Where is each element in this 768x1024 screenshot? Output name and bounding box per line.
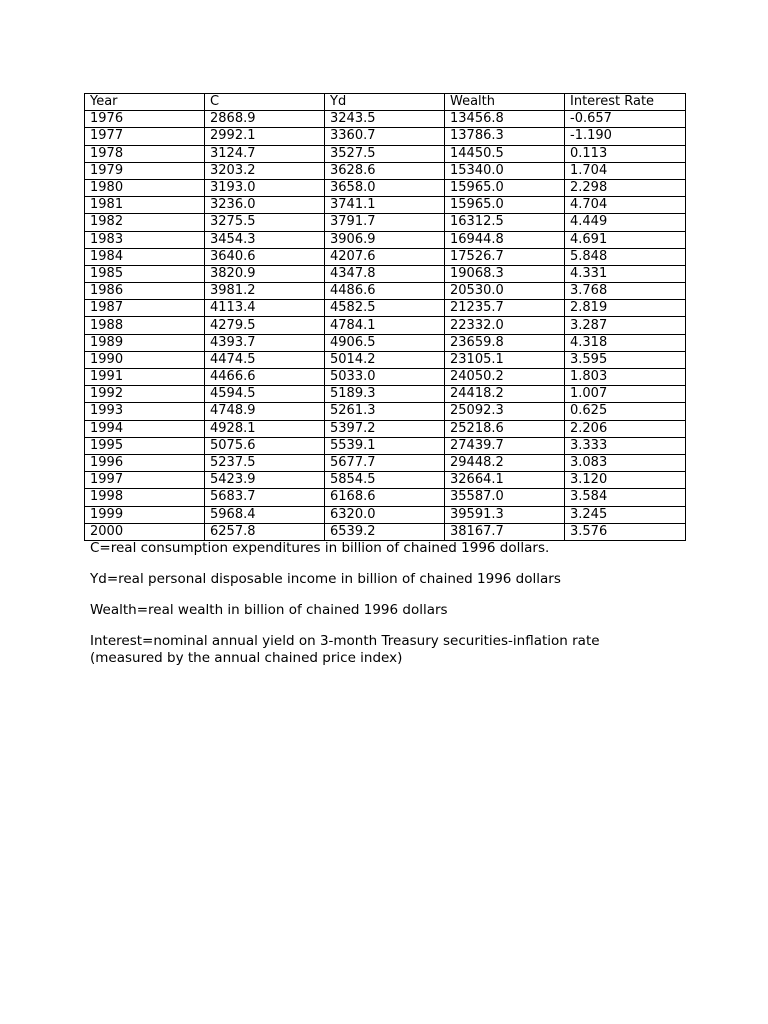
- table-row: [85, 386, 686, 403]
- table-cell: 16944.8: [445, 231, 565, 248]
- table-cell: 4113.4: [205, 300, 325, 317]
- column-header: C: [205, 94, 325, 111]
- column-header: Yd: [325, 94, 445, 111]
- table-cell: 4393.7: [205, 334, 325, 351]
- table-cell: 4928.1: [205, 420, 325, 437]
- table-cell: 3236.0: [205, 197, 325, 214]
- table-cell: 1984: [85, 248, 205, 265]
- table-cell: 24418.2: [445, 386, 565, 403]
- table-cell: 5423.9: [205, 472, 325, 489]
- table-cell: 4279.5: [205, 317, 325, 334]
- table-cell: 2000: [85, 523, 205, 540]
- table-cell: 5014.2: [325, 351, 445, 368]
- header-row: [85, 94, 686, 111]
- table-row: [85, 248, 686, 265]
- table-cell: 3628.6: [325, 162, 445, 179]
- table-cell: 3360.7: [325, 128, 445, 145]
- table-cell: 3275.5: [205, 214, 325, 231]
- table-cell: 6168.6: [325, 489, 445, 506]
- table-cell: 1992: [85, 386, 205, 403]
- table-row: [85, 197, 686, 214]
- table-cell: 1994: [85, 420, 205, 437]
- table-row: [85, 265, 686, 282]
- table-cell: 2.298: [565, 179, 686, 196]
- table-cell: 35587.0: [445, 489, 565, 506]
- table-row: [85, 162, 686, 179]
- note-disposable-income: Yd=real personal disposable income in billion of chained 1996 dollars: [90, 571, 561, 587]
- table-cell: 1998: [85, 489, 205, 506]
- table-cell: 1993: [85, 403, 205, 420]
- table-cell: 2.819: [565, 300, 686, 317]
- table-cell: 5.848: [565, 248, 686, 265]
- table-cell: 2.206: [565, 420, 686, 437]
- table-cell: 1989: [85, 334, 205, 351]
- table-row: [85, 111, 686, 128]
- table-cell: -1.190: [565, 128, 686, 145]
- table-cell: 3.245: [565, 506, 686, 523]
- table-cell: 3203.2: [205, 162, 325, 179]
- table-cell: 4.691: [565, 231, 686, 248]
- table-cell: 1.803: [565, 369, 686, 386]
- table-cell: 3981.2: [205, 283, 325, 300]
- table-cell: 20530.0: [445, 283, 565, 300]
- table-row: [85, 334, 686, 351]
- table-cell: 4.331: [565, 265, 686, 282]
- table-cell: 1977: [85, 128, 205, 145]
- table-row: [85, 506, 686, 523]
- table-cell: 5261.3: [325, 403, 445, 420]
- table-cell: 3.595: [565, 351, 686, 368]
- note-interest: Interest=nominal annual yield on 3-month Treasury securities-inflation rate (measured by the annual chained price index): [90, 633, 600, 666]
- table-cell: -0.657: [565, 111, 686, 128]
- table-cell: 6257.8: [205, 523, 325, 540]
- table-row: [85, 179, 686, 196]
- table-cell: 4.318: [565, 334, 686, 351]
- table-header: [85, 94, 686, 111]
- table-cell: 5397.2: [325, 420, 445, 437]
- table-cell: 4347.8: [325, 265, 445, 282]
- table-cell: 25218.6: [445, 420, 565, 437]
- table-cell: 1.007: [565, 386, 686, 403]
- table-cell: 14450.5: [445, 145, 565, 162]
- table-cell: 4474.5: [205, 351, 325, 368]
- table-cell: 5539.1: [325, 437, 445, 454]
- table-row: [85, 214, 686, 231]
- table-cell: 23659.8: [445, 334, 565, 351]
- table-cell: 1991: [85, 369, 205, 386]
- table-row: [85, 351, 686, 368]
- table-cell: 4466.6: [205, 369, 325, 386]
- table-cell: 1981: [85, 197, 205, 214]
- table-cell: 5033.0: [325, 369, 445, 386]
- table-cell: 3.120: [565, 472, 686, 489]
- table-cell: 3243.5: [325, 111, 445, 128]
- table-cell: 4594.5: [205, 386, 325, 403]
- table-cell: 23105.1: [445, 351, 565, 368]
- table-cell: 6320.0: [325, 506, 445, 523]
- table-cell: 21235.7: [445, 300, 565, 317]
- table-cell: 17526.7: [445, 248, 565, 265]
- data-table: [84, 93, 686, 541]
- table-cell: 5237.5: [205, 454, 325, 471]
- table-cell: 1999: [85, 506, 205, 523]
- table-cell: 32664.1: [445, 472, 565, 489]
- table-cell: 3640.6: [205, 248, 325, 265]
- table-cell: 15340.0: [445, 162, 565, 179]
- table-cell: 5854.5: [325, 472, 445, 489]
- table-cell: 16312.5: [445, 214, 565, 231]
- table-cell: 4.704: [565, 197, 686, 214]
- table-row: [85, 454, 686, 471]
- table-row: [85, 283, 686, 300]
- table-cell: 5968.4: [205, 506, 325, 523]
- table-cell: 2868.9: [205, 111, 325, 128]
- table-cell: 3741.1: [325, 197, 445, 214]
- table-cell: 5677.7: [325, 454, 445, 471]
- table-cell: 3.768: [565, 283, 686, 300]
- table-cell: 0.113: [565, 145, 686, 162]
- table-cell: 4582.5: [325, 300, 445, 317]
- table-cell: 1987: [85, 300, 205, 317]
- table-cell: 13786.3: [445, 128, 565, 145]
- table-row: [85, 403, 686, 420]
- table-cell: 1980: [85, 179, 205, 196]
- table-cell: 22332.0: [445, 317, 565, 334]
- table-row: [85, 231, 686, 248]
- table-cell: 1976: [85, 111, 205, 128]
- table-cell: 3820.9: [205, 265, 325, 282]
- table-cell: 19068.3: [445, 265, 565, 282]
- table-cell: 1983: [85, 231, 205, 248]
- table-cell: 1.704: [565, 162, 686, 179]
- table-cell: 3527.5: [325, 145, 445, 162]
- table-cell: 1996: [85, 454, 205, 471]
- table-cell: 1995: [85, 437, 205, 454]
- table-row: [85, 437, 686, 454]
- table-cell: 3454.3: [205, 231, 325, 248]
- table-cell: 3.576: [565, 523, 686, 540]
- table-cell: 39591.3: [445, 506, 565, 523]
- table-cell: 3791.7: [325, 214, 445, 231]
- table-cell: 4906.5: [325, 334, 445, 351]
- table-cell: 0.625: [565, 403, 686, 420]
- table-cell: 4784.1: [325, 317, 445, 334]
- table-cell: 3906.9: [325, 231, 445, 248]
- table-cell: 5683.7: [205, 489, 325, 506]
- table-row: [85, 128, 686, 145]
- table-row: [85, 369, 686, 386]
- table-cell: 27439.7: [445, 437, 565, 454]
- table-cell: 3.287: [565, 317, 686, 334]
- variable-definitions: [90, 540, 670, 681]
- table-cell: 1990: [85, 351, 205, 368]
- table-cell: 1978: [85, 145, 205, 162]
- table-cell: 1979: [85, 162, 205, 179]
- table-cell: 1988: [85, 317, 205, 334]
- note-wealth: Wealth=real wealth in billion of chained 1996 dollars: [90, 602, 448, 618]
- table-cell: 3.584: [565, 489, 686, 506]
- table-row: [85, 472, 686, 489]
- table-cell: 25092.3: [445, 403, 565, 420]
- table-cell: 3193.0: [205, 179, 325, 196]
- table-row: [85, 489, 686, 506]
- table-cell: 4486.6: [325, 283, 445, 300]
- table-cell: 3658.0: [325, 179, 445, 196]
- table-cell: 1982: [85, 214, 205, 231]
- table-cell: 3124.7: [205, 145, 325, 162]
- table-cell: 24050.2: [445, 369, 565, 386]
- table-cell: 5075.6: [205, 437, 325, 454]
- table-cell: 38167.7: [445, 523, 565, 540]
- table-cell: 29448.2: [445, 454, 565, 471]
- table-body: [85, 111, 686, 541]
- table-cell: 1986: [85, 283, 205, 300]
- note-consumption: C=real consumption expenditures in billion of chained 1996 dollars.: [90, 540, 550, 556]
- column-header: Wealth: [445, 94, 565, 111]
- table-cell: 3.083: [565, 454, 686, 471]
- table-cell: 3.333: [565, 437, 686, 454]
- table-row: [85, 523, 686, 540]
- table-cell: 13456.8: [445, 111, 565, 128]
- table-row: [85, 317, 686, 334]
- table-cell: 15965.0: [445, 197, 565, 214]
- column-header: Interest Rate: [565, 94, 686, 111]
- table-cell: 4207.6: [325, 248, 445, 265]
- table-row: [85, 420, 686, 437]
- table-cell: 2992.1: [205, 128, 325, 145]
- column-header: Year: [85, 94, 205, 111]
- table-cell: 1985: [85, 265, 205, 282]
- table-cell: 6539.2: [325, 523, 445, 540]
- table-cell: 15965.0: [445, 179, 565, 196]
- table-row: [85, 145, 686, 162]
- table-cell: 4.449: [565, 214, 686, 231]
- table-cell: 5189.3: [325, 386, 445, 403]
- table-cell: 1997: [85, 472, 205, 489]
- table-row: [85, 300, 686, 317]
- table-cell: 4748.9: [205, 403, 325, 420]
